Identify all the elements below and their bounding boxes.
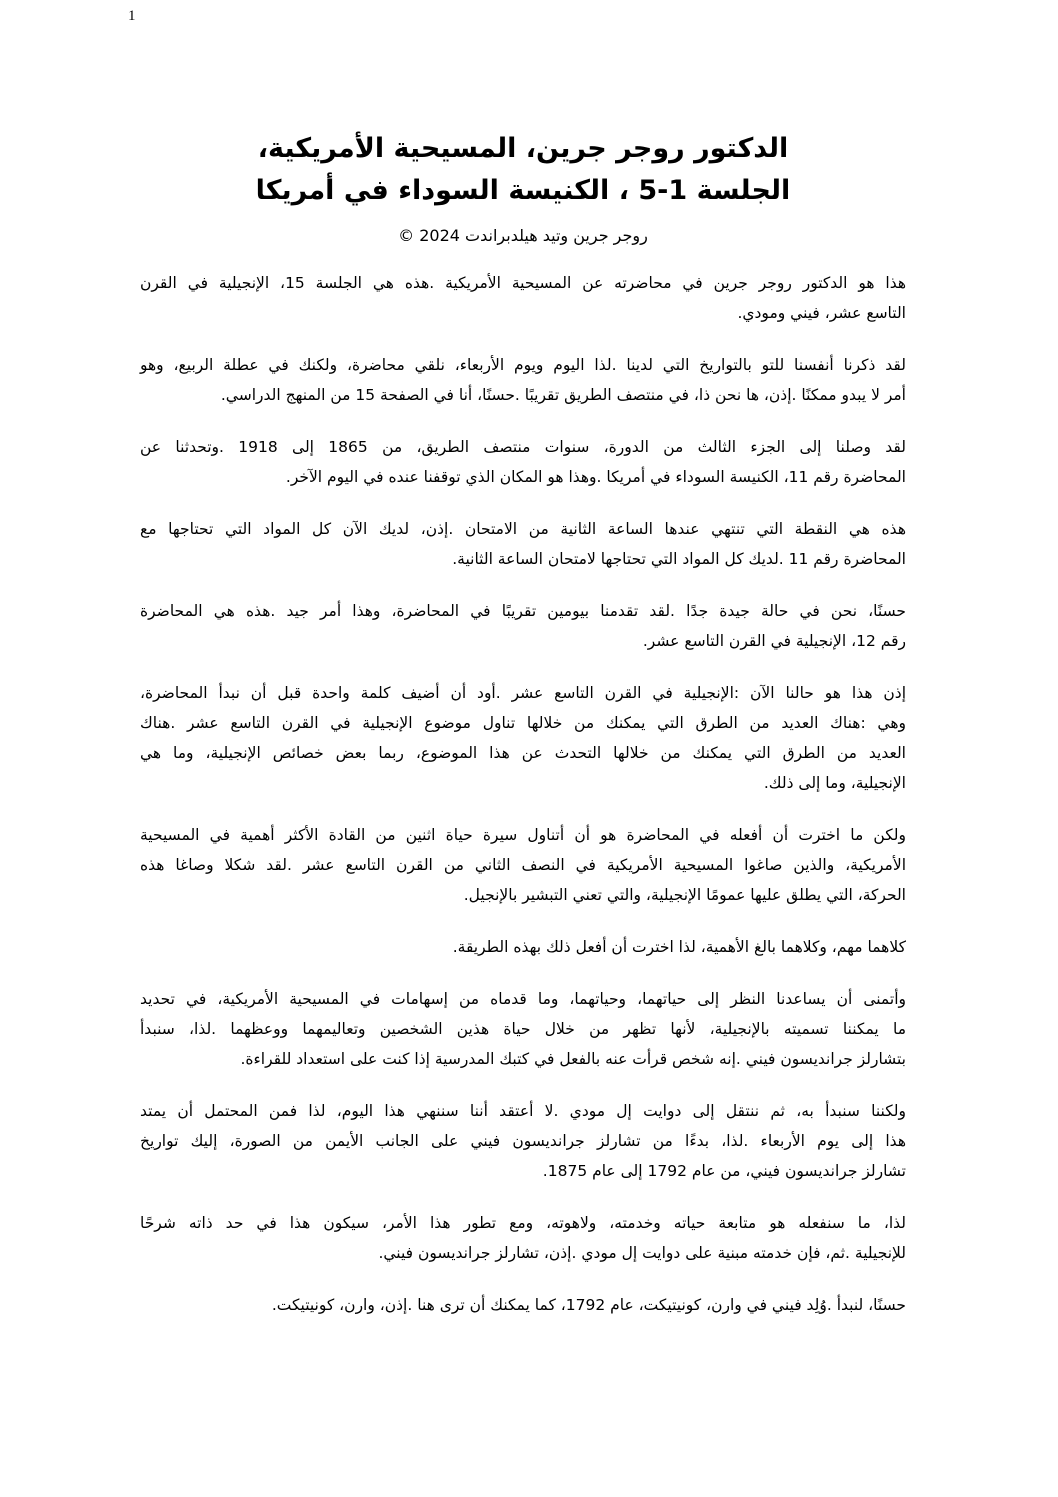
- paragraph: [140, 820, 906, 910]
- paragraph-line: الحركة، التي يطلق عليها عمومًا الإنجيلية، والتي تعني التبشير بالإنجيل.: [463, 886, 906, 904]
- paragraph-line: الإنجيلية، وما إلى ذلك.: [763, 774, 906, 792]
- paragraph-line: هذا هو الدكتور روجر جرين في محاضرته عن المسيحية الأمريكية .هذه هي الجلسة 15، الإنجيلية في القرن: [140, 274, 906, 292]
- paragraph-line: أمر لا يبدو ممكنًا .إذن، ها نحن ذا، في منتصف الطريق تقريبًا .حسنًا، أنا في الصفحة 15 من المنهج الدراسي.: [220, 386, 906, 404]
- paragraph: [140, 268, 906, 328]
- paragraph: [140, 678, 906, 798]
- title-line-1: الدكتور روجر جرين، المسيحية الأمريكية،: [257, 133, 789, 164]
- paragraph-line: لقد وصلنا إلى الجزء الثالث من الدورة، سنوات منتصف الطريق، من 1865 إلى 1918 .وتحدثنا عن: [140, 438, 906, 456]
- paragraph: [140, 1208, 906, 1268]
- paragraph-line: هذه هي النقطة التي تنتهي عندها الساعة الثانية من الامتحان .إذن، لديك الآن كل المواد التي تحتاجها مع: [140, 520, 906, 538]
- paragraph-line: إذن هذا هو حالنا الآن :الإنجيلية في القرن التاسع عشر .أود أن أضيف كلمة واحدة قبل أن نبدأ المحاضرة،: [140, 684, 906, 702]
- paragraph: [140, 1096, 906, 1186]
- paragraph-line: رقم 12، الإنجيلية في القرن التاسع عشر.: [642, 632, 906, 650]
- paragraph: [140, 1290, 906, 1320]
- document-body: [140, 268, 906, 1342]
- paragraph-line: لذا، ما سنفعله هو متابعة حياته وخدمته، ولاهوته، ومع تطور هذا الأمر، سيكون هذا في حد ذاته شرحًا: [140, 1214, 906, 1232]
- paragraph-line: التاسع عشر، فيني ومودي.: [737, 304, 906, 322]
- paragraph-line: لقد ذكرنا أنفسنا للتو بالتواريخ التي لدينا .لذا اليوم ويوم الأربعاء، نلقي محاضرة، ولكنك في عطلة الربيع، وهو: [140, 356, 906, 374]
- paragraph-line: تشارلز جرانديسون فيني، من عام 1792 إلى عام 1875.: [542, 1162, 906, 1180]
- paragraph: [140, 432, 906, 492]
- paragraph: [140, 984, 906, 1074]
- page-number: 1: [128, 8, 136, 24]
- paragraph-line: للإنجيلية .ثم، فإن خدمته مبنية على دوايت إل مودي .إذن، تشارلز جرانديسون فيني.: [378, 1244, 906, 1262]
- paragraph-line: ولكن ما اخترت أن أفعله في المحاضرة هو أن أتناول سيرة حياة اثنين من القادة الأكثر أهمية في المسيحية: [140, 826, 906, 844]
- title-line-2: الجلسة 1-5 ، الكنيسة السوداء في أمريكا: [255, 175, 791, 206]
- paragraph: [140, 514, 906, 574]
- paragraph: [140, 932, 906, 962]
- paragraph-line: بتشارلز جرانديسون فيني .إنه شخص قرأت عنه بالفعل في كتبك المدرسية إذا كنت على استعداد للقراءة.: [240, 1050, 906, 1068]
- document-title: [140, 128, 906, 212]
- paragraph-line: المحاضرة رقم 11 .لديك كل المواد التي تحتاجها لامتحان الساعة الثانية.: [452, 550, 906, 568]
- paragraph-line: هذا إلى يوم الأربعاء .لذا، بدءًا من تشارلز جرانديسون فيني على الجانب الأيمن من الصورة، إليك تواريخ: [140, 1132, 906, 1150]
- paragraph: [140, 596, 906, 656]
- paragraph: [140, 350, 906, 410]
- paragraph-line: العديد من الطرق التي يمكنك من خلالها التحدث عن هذا الموضوع، ربما بعض خصائص الإنجيلية، وما هي: [140, 744, 906, 762]
- paragraph-line: الأمريكية، والذين صاغوا المسيحية الأمريكية في النصف الثاني من القرن التاسع عشر .لقد شكلا وصاغا هذه: [140, 856, 906, 874]
- paragraph-line: وأتمنى أن يساعدنا النظر إلى حياتهما، وحياتهما، وما قدماه من إسهامات في المسيحية الأمريكية، في تحديد: [140, 990, 906, 1008]
- paragraph-line: ما يمكننا تسميته بالإنجيلية، لأنها تظهر من خلال حياة هذين الشخصين وتعاليمهما ووعظهما .لذا، سنبدأ: [140, 1020, 906, 1038]
- paragraph-line: ولكننا سنبدأ به، ثم ننتقل إلى دوايت إل مودي .لا أعتقد أننا سننهي هذا اليوم، لذا فمن المحتمل أن يمتد: [140, 1102, 906, 1120]
- paragraph-line: حسنًا، لنبدأ .وُلِد فيني في وارن، كونيتيكت، عام 1792، كما يمكنك أن ترى هنا .إذن، وارن، كونيتيكت.: [271, 1296, 906, 1314]
- paragraph-line: المحاضرة رقم 11، الكنيسة السوداء في أمريكا .وهذا هو المكان الذي توقفنا عنده في اليوم الآخر.: [285, 468, 906, 486]
- copyright-subtitle: روجر جرين وتيد هيلدبراندت 2024 ©: [398, 226, 648, 245]
- paragraph-line: وهي :هناك العديد من الطرق التي يمكنك من خلالها تناول موضوع الإنجيلية في القرن التاسع عشر .هناك: [140, 714, 906, 732]
- paragraph-line: كلاهما مهم، وكلاهما بالغ الأهمية، لذا اخترت أن أفعل ذلك بهذه الطريقة.: [452, 938, 906, 956]
- paragraph-line: حسنًا، نحن في حالة جيدة جدًا .لقد تقدمنا بيومين تقريبًا في المحاضرة، وهذا أمر جيد .هذه هي المحاضرة: [140, 602, 906, 620]
